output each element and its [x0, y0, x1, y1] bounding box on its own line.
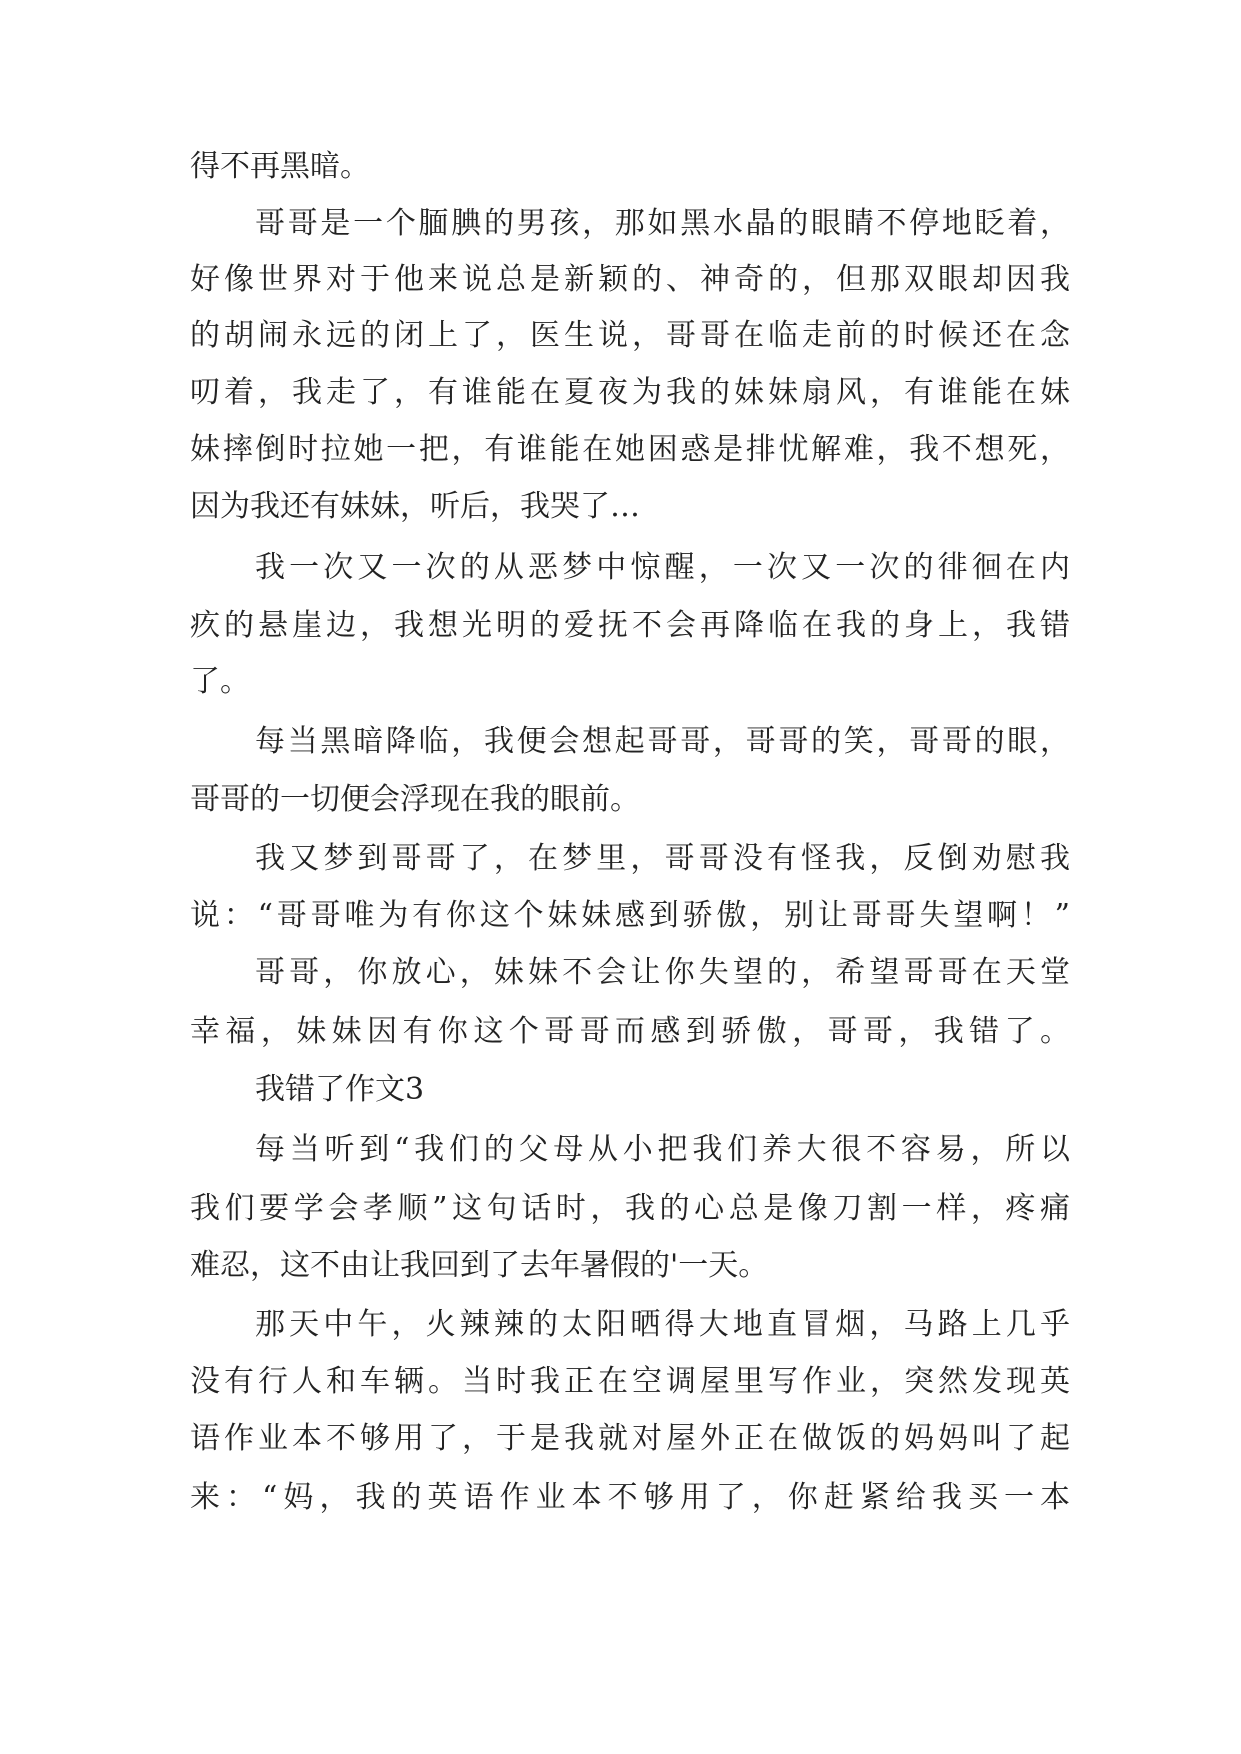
text-line: 我一次又一次的从恶梦中惊醒，一次又一次的徘徊在内	[255, 550, 1070, 585]
text-line: 说：“哥哥唯为有你这个妹妹感到骄傲，别让哥哥失望啊！”	[190, 898, 1070, 933]
text-line: 幸福，妹妹因有你这个哥哥而感到骄傲，哥哥，我错了。	[190, 1014, 1070, 1049]
text-line: 因为我还有妹妹，听后，我哭了…	[190, 489, 640, 524]
text-line: 我们要学会孝顺”这句话时，我的心总是像刀割一样，疼痛	[190, 1191, 1070, 1226]
text-line: 每当听到“我们的父母从小把我们养大很不容易，所以	[255, 1132, 1070, 1167]
text-line: 了。	[190, 664, 250, 699]
section-heading: 我错了作文3	[255, 1072, 425, 1107]
text-line: 好像世界对于他来说总是新颖的、神奇的，但那双眼却因我	[190, 262, 1070, 297]
text-line: 来：“妈，我的英语作业本不够用了，你赶紧给我买一本	[190, 1480, 1070, 1515]
text-line: 没有行人和车辆。当时我正在空调屋里写作业，突然发现英	[190, 1364, 1070, 1399]
text-line: 我又梦到哥哥了，在梦里，哥哥没有怪我，反倒劝慰我	[255, 841, 1070, 876]
text-line: 哥哥是一个腼腆的男孩，那如黑水晶的眼睛不停地眨着，	[255, 206, 1070, 241]
text-line: 哥哥的一切便会浮现在我的眼前。	[190, 782, 640, 817]
text-line: 叨着，我走了，有谁能在夏夜为我的妹妹扇风，有谁能在妹	[190, 375, 1070, 410]
text-line: 那天中午，火辣辣的太阳晒得大地直冒烟，马路上几乎	[255, 1307, 1070, 1342]
text-line: 语作业本不够用了，于是我就对屋外正在做饭的妈妈叫了起	[190, 1421, 1070, 1456]
text-line: 疚的悬崖边，我想光明的爱抚不会再降临在我的身上，我错	[190, 608, 1070, 643]
text-line: 妹摔倒时拉她一把，有谁能在她困惑是排忧解难，我不想死，	[190, 432, 1070, 467]
text-line: 难忍，这不由让我回到了去年暑假的'一天。	[190, 1248, 769, 1283]
text-line: 每当黑暗降临，我便会想起哥哥，哥哥的笑，哥哥的眼，	[255, 724, 1070, 759]
text-line: 哥哥，你放心，妹妹不会让你失望的，希望哥哥在天堂	[255, 955, 1070, 990]
text-line: 的胡闹永远的闭上了，医生说，哥哥在临走前的时候还在念	[190, 318, 1070, 353]
text-line: 得不再黑暗。	[190, 149, 370, 184]
